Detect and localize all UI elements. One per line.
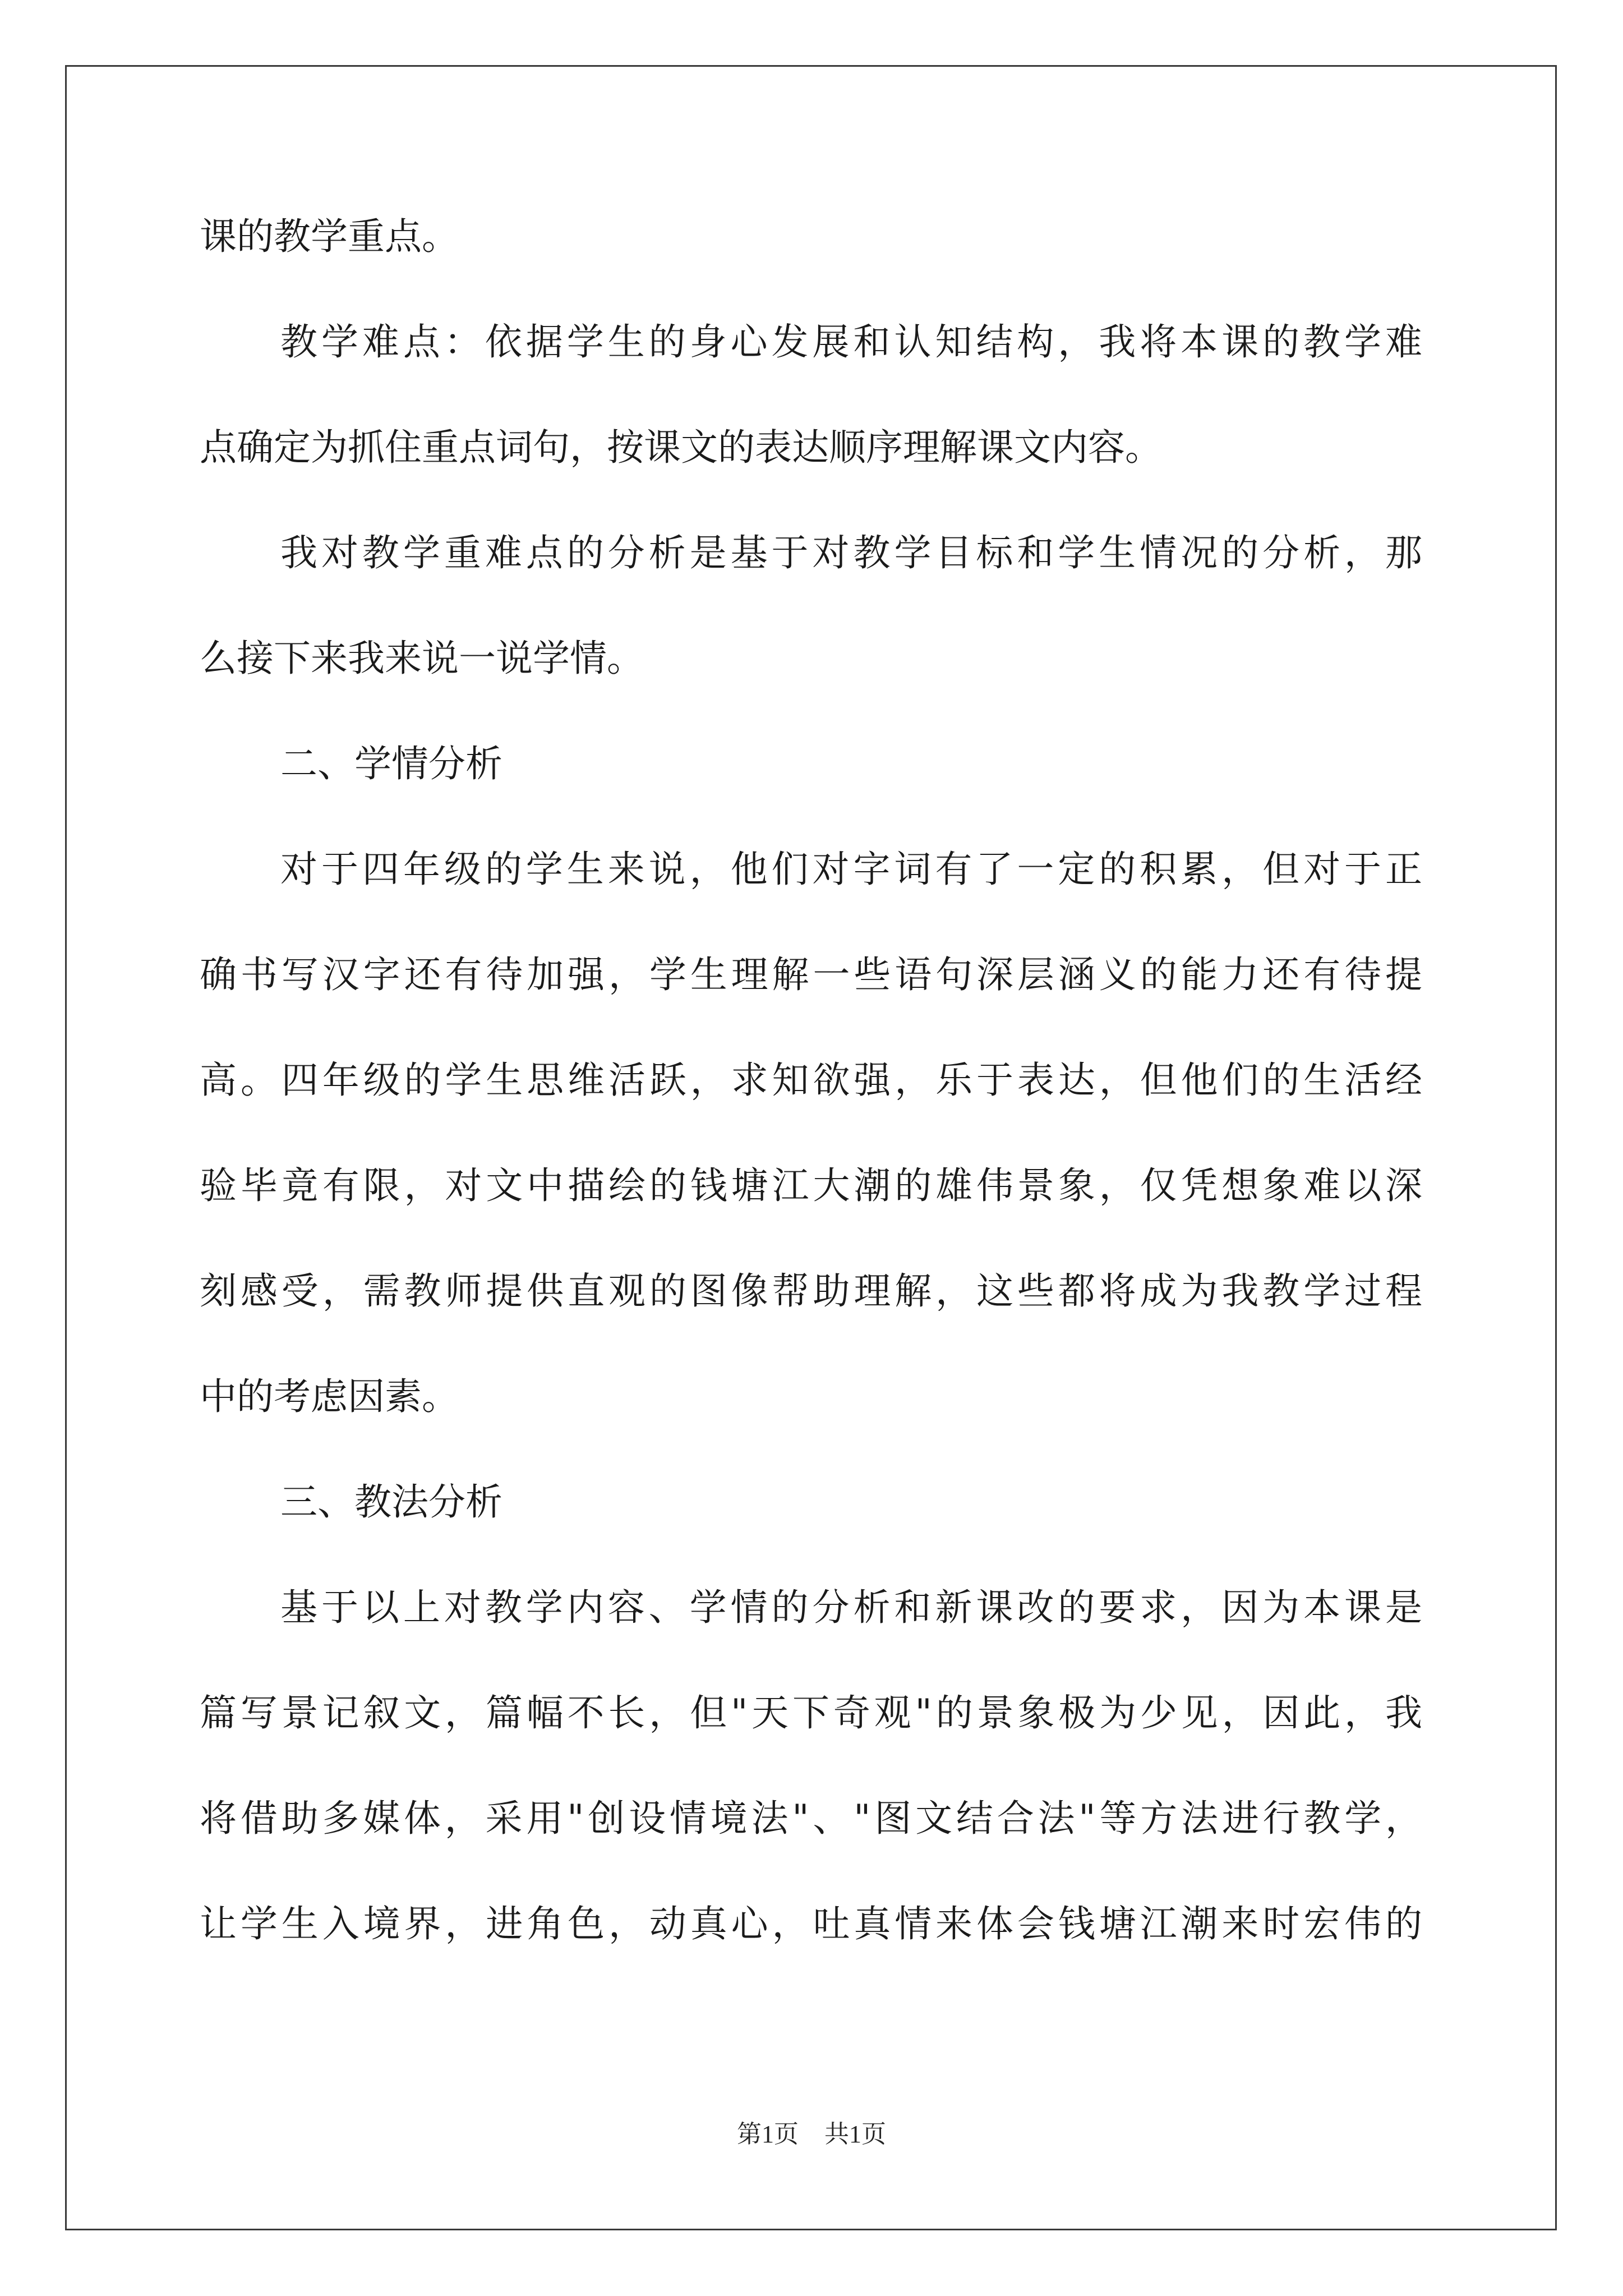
text-line: 将借助多媒体，采用"创设情境法"、"图文结合法"等方法进行教学， xyxy=(200,1797,1422,1840)
text-line: 中的考虑因素。 xyxy=(200,1375,459,1418)
text-line: 篇写景记叙文，篇幅不长，但"天下奇观"的景象极为少见，因此，我 xyxy=(200,1691,1422,1734)
text-line: 让学生入境界，进角色，动真心，吐真情来体会钱塘江潮来时宏伟的 xyxy=(200,1902,1422,1945)
page-number-total: 共1页 xyxy=(824,2120,886,2148)
text-line: 确书写汉字还有待加强，学生理解一些语句深层涵义的能力还有待提 xyxy=(200,953,1422,996)
text-line: 验毕竟有限，对文中描绘的钱塘江大潮的雄伟景象，仅凭想象难以深 xyxy=(200,1164,1422,1207)
text-line: 刻感受，需教师提供直观的图像帮助理解，这些都将成为我教学过程 xyxy=(200,1269,1422,1313)
section-heading: 三、教法分析 xyxy=(280,1480,502,1524)
text-line: 高。四年级的学生思维活跃，求知欲强，乐于表达，但他们的生活经 xyxy=(200,1059,1422,1102)
text-line: 我对教学重难点的分析是基于对教学目标和学生情况的分析，那 xyxy=(280,531,1422,574)
text-line: 么接下来我来说一说学情。 xyxy=(200,637,644,680)
text-line: 课的教学重点。 xyxy=(200,215,459,258)
page-number-current: 第1页 xyxy=(737,2120,799,2148)
text-line: 教学难点：依据学生的身心发展和认知结构，我将本课的教学难 xyxy=(280,320,1422,364)
text-line: 基于以上对教学内容、学情的分析和新课改的要求，因为本课是 xyxy=(280,1586,1422,1629)
section-heading: 二、学情分析 xyxy=(280,742,502,785)
page-footer xyxy=(0,2118,1623,2151)
text-line: 对于四年级的学生来说，他们对字词有了一定的积累，但对于正 xyxy=(280,848,1422,891)
text-line: 点确定为抓住重点词句，按课文的表达顺序理解课文内容。 xyxy=(200,426,1162,469)
